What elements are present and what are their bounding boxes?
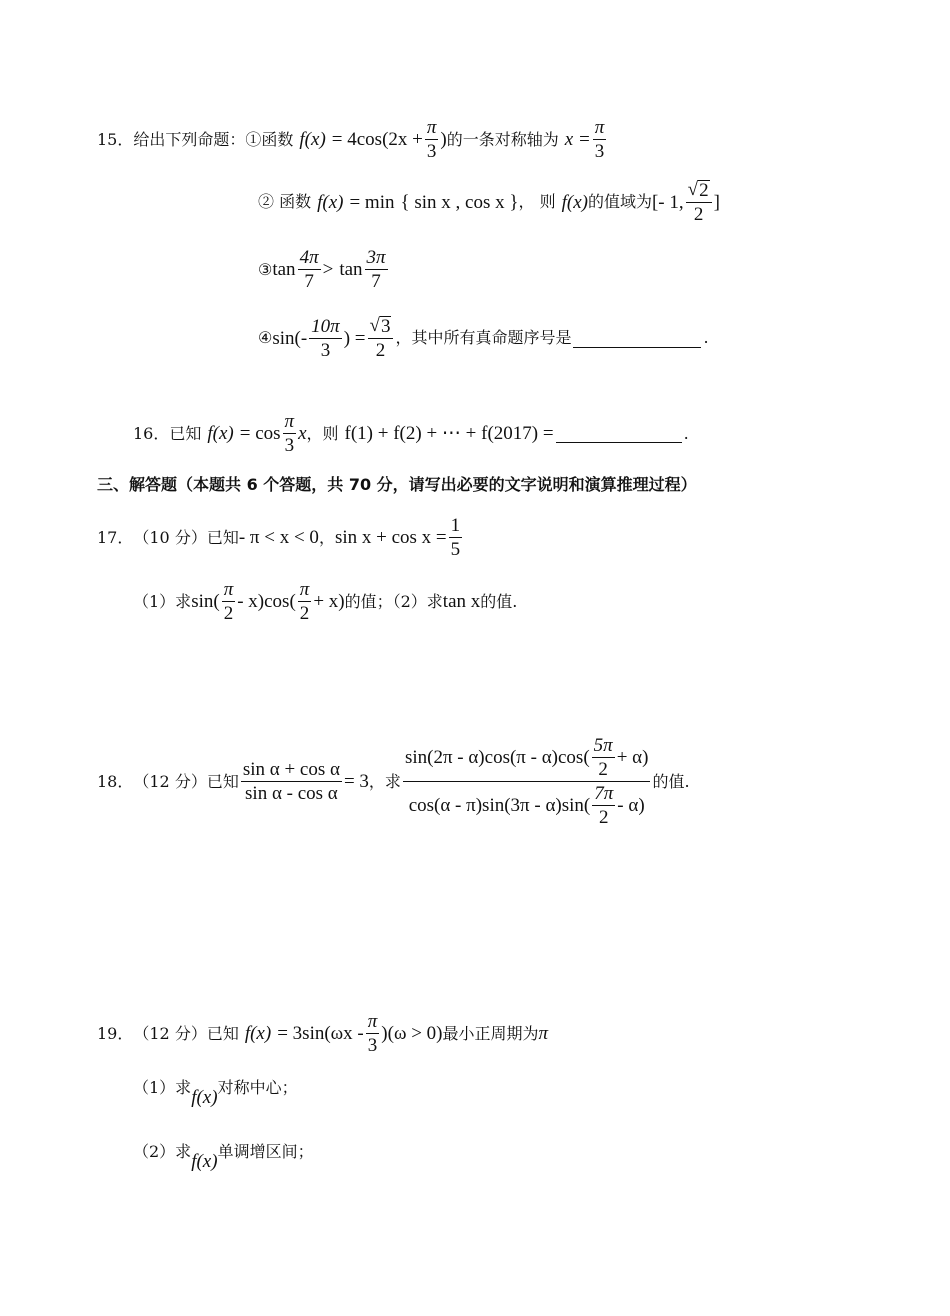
- q17-val2: 的值.: [480, 591, 518, 611]
- q15-p4-n: 10π: [311, 315, 340, 337]
- q18-bd-fd: 2: [599, 807, 609, 828]
- q18-number: 18．: [97, 771, 134, 791]
- q15-p4-eq: ) =: [343, 327, 366, 349]
- q17-fraction-2: [298, 580, 312, 623]
- q18-bd-fn: 7π: [594, 783, 614, 804]
- q19-p2-text: 单调增区间；: [217, 1141, 314, 1161]
- q17-d2: 2: [299, 603, 310, 624]
- q19-den: 3: [367, 1035, 378, 1056]
- q15-p1-den: 3: [426, 141, 437, 162]
- q19-eq: = 3sin(ωx -: [277, 1023, 364, 1044]
- q15-p2-rden: 2: [693, 204, 704, 225]
- q17-comma: ，: [318, 527, 335, 547]
- q15-p1-num: π: [426, 117, 437, 138]
- q16-den: 3: [284, 435, 295, 456]
- q15-p4-rd: 2: [375, 340, 386, 361]
- q15-p2-rnum: 2: [699, 180, 709, 201]
- q15-p2-fraction: [686, 180, 712, 224]
- q18-ld: sin α - cos α: [245, 783, 338, 804]
- q19-num: π: [367, 1011, 378, 1032]
- q15-p2-text1: ， 则: [518, 192, 556, 211]
- q17-fraction-1: [222, 580, 236, 623]
- q19-text: 最小正周期为: [442, 1023, 539, 1043]
- q15-p3-tan1: tan: [272, 259, 296, 280]
- q19-p1-text: 对称中心；: [217, 1077, 298, 1097]
- q15-p2-text2: 的值域为: [587, 192, 652, 211]
- q18-bn-fraction: [592, 736, 615, 779]
- q15-p4-fraction: [309, 317, 342, 360]
- q17-den: 5: [450, 539, 461, 560]
- q17-num: 1: [450, 515, 461, 536]
- q19-fx: f(x): [244, 1023, 272, 1044]
- q15-p2-eq: = min: [349, 191, 395, 213]
- q17-fraction: [449, 516, 463, 559]
- q17-n1: π: [223, 579, 234, 600]
- q17-score: （10 分）已知: [133, 527, 239, 547]
- q18-bd-fraction: [592, 784, 615, 827]
- q15-p1-close: ): [440, 129, 447, 150]
- q15-intro: 给出下列命题：: [133, 129, 246, 149]
- q17-cond: - π < x < 0: [238, 527, 319, 548]
- q15-p4-mark: ④: [258, 328, 273, 347]
- q15-p4-rn: 3: [380, 316, 391, 337]
- q19-cond: )(ω > 0): [381, 1023, 443, 1044]
- q15-p1-x: x =: [564, 129, 591, 150]
- q15-p1-fx: f(x): [299, 129, 326, 150]
- q16-num: π: [284, 411, 295, 432]
- q15-p1-result-fraction: [593, 118, 607, 161]
- q16-number: 16．已知: [133, 423, 202, 443]
- q16-fx: f(x): [207, 423, 234, 444]
- q18-bn-fn: 5π: [593, 735, 613, 756]
- q15-answer-blank[interactable]: [573, 329, 701, 348]
- q15-p3-n1: 4π: [299, 247, 319, 268]
- q16-end: .: [683, 423, 689, 443]
- q17-number: 17．: [97, 527, 134, 547]
- q16-text: ，则: [306, 423, 339, 443]
- q19-pi: π: [538, 1023, 549, 1044]
- q19-p2: （2）求: [133, 1141, 192, 1161]
- q18-ln: sin α + cos α: [242, 759, 340, 780]
- q17-p1: （1）求: [133, 591, 192, 611]
- q15-p4-sin: sin(-: [272, 327, 308, 349]
- q18-bn-fd: 2: [598, 759, 608, 780]
- q16-line: [133, 412, 689, 455]
- q18-end: 的值.: [652, 771, 690, 791]
- q15-p2-range-open: [- 1,: [651, 191, 684, 213]
- q18-left-fraction: [241, 760, 342, 803]
- q16-sum: f(1) + f(2) + ⋯ + f(2017) =: [344, 423, 554, 444]
- q19-score: （12 分）已知: [133, 1023, 239, 1043]
- q18-ask: ，求: [368, 771, 401, 791]
- q15-p1-text: 的一条对称轴为: [446, 129, 559, 149]
- q15-p3-n2: 3π: [366, 247, 386, 268]
- q19-p2-fx: f(x): [191, 1151, 218, 1172]
- q16-eq: = cos: [239, 423, 281, 444]
- q18-score: （12 分）已知: [133, 771, 239, 791]
- q17-n2: π: [299, 579, 310, 600]
- q15-p3-d1: 7: [304, 271, 314, 292]
- q17-line-1: [97, 516, 464, 559]
- q15-p4-text: ，其中所有真命题序号是: [395, 328, 572, 347]
- q19-line-3: [133, 1141, 314, 1172]
- q16-x: x: [298, 423, 307, 444]
- section-3-heading: 三、解答题（本题共 6 个答题，共 70 分，请写出必要的文字说明和演算推理过程）: [97, 475, 697, 494]
- q17-sin: sin(: [191, 591, 220, 612]
- q16-answer-blank[interactable]: [556, 424, 682, 443]
- q15-p2-mark: ② 函数: [258, 192, 312, 211]
- q15-p4-d: 3: [320, 339, 331, 361]
- q17-d1: 2: [223, 603, 234, 624]
- q15-p1-mark: ①函数: [245, 129, 294, 149]
- q19-fraction: [366, 1012, 380, 1055]
- q15-line-4: [258, 316, 709, 360]
- q15-p1-rden: 3: [594, 141, 605, 162]
- q15-p3-tan2: tan: [339, 259, 363, 280]
- q15-p3-gt: >: [322, 259, 334, 280]
- q15-p4-sqrt-num: √ 3: [368, 316, 394, 339]
- q15-line-3: [258, 248, 390, 291]
- q17-val1: 的值；（2）求: [344, 591, 443, 611]
- q17-line-2: [133, 580, 517, 623]
- q19-number: 19．: [97, 1023, 134, 1043]
- q16-fraction: [283, 412, 297, 455]
- q17-tan: tan x: [442, 591, 481, 612]
- q15-p1-eq: = 4cos(2x +: [331, 129, 423, 150]
- q19-p1: （1）求: [133, 1077, 192, 1097]
- q15-p3-fraction-2: [365, 248, 388, 291]
- q18-big-numerator: [403, 736, 651, 782]
- q15-p2-set: { sin x , cos x }: [400, 191, 519, 213]
- q15-p3-d2: 7: [371, 271, 381, 292]
- q15-line-2: [258, 180, 720, 224]
- q17-m1: - x)cos(: [237, 591, 296, 612]
- q19-line-2: [133, 1077, 298, 1108]
- q15-p1-rnum: π: [594, 117, 605, 138]
- q15-p2-fx: f(x): [317, 191, 344, 213]
- q19-p1-fx: f(x): [191, 1087, 218, 1108]
- q18-big-fraction: [403, 736, 651, 827]
- q18-bd1: cos(α - π)sin(3π - α)sin(: [408, 795, 591, 816]
- q19-line-1: [97, 1012, 548, 1055]
- q15-number: 15．: [97, 129, 134, 149]
- q18-bn2: + α): [616, 747, 649, 768]
- q15-line-1: [97, 118, 608, 161]
- q15-p2-sqrt-num: √ 2: [686, 180, 712, 203]
- q15-p1-fraction: [425, 118, 439, 161]
- q18-line: [97, 736, 690, 827]
- q18-eq: = 3: [343, 771, 369, 792]
- q15-p2-fx2: f(x): [561, 191, 588, 213]
- q17-m2: + x): [313, 591, 345, 612]
- q18-bd2: - α): [617, 795, 645, 816]
- q15-p3-fraction-1: [298, 248, 321, 291]
- q18-big-denominator: [407, 782, 647, 827]
- q18-bn1: sin(2π - α)cos(π - α)cos(: [404, 747, 590, 768]
- q15-p4-end: .: [703, 328, 709, 347]
- q15-p3-mark: ③: [258, 259, 273, 279]
- q15-p4-result-fraction: [368, 316, 394, 360]
- q17-eq: sin x + cos x =: [334, 527, 447, 548]
- q15-p2-range-close: ]: [713, 191, 720, 213]
